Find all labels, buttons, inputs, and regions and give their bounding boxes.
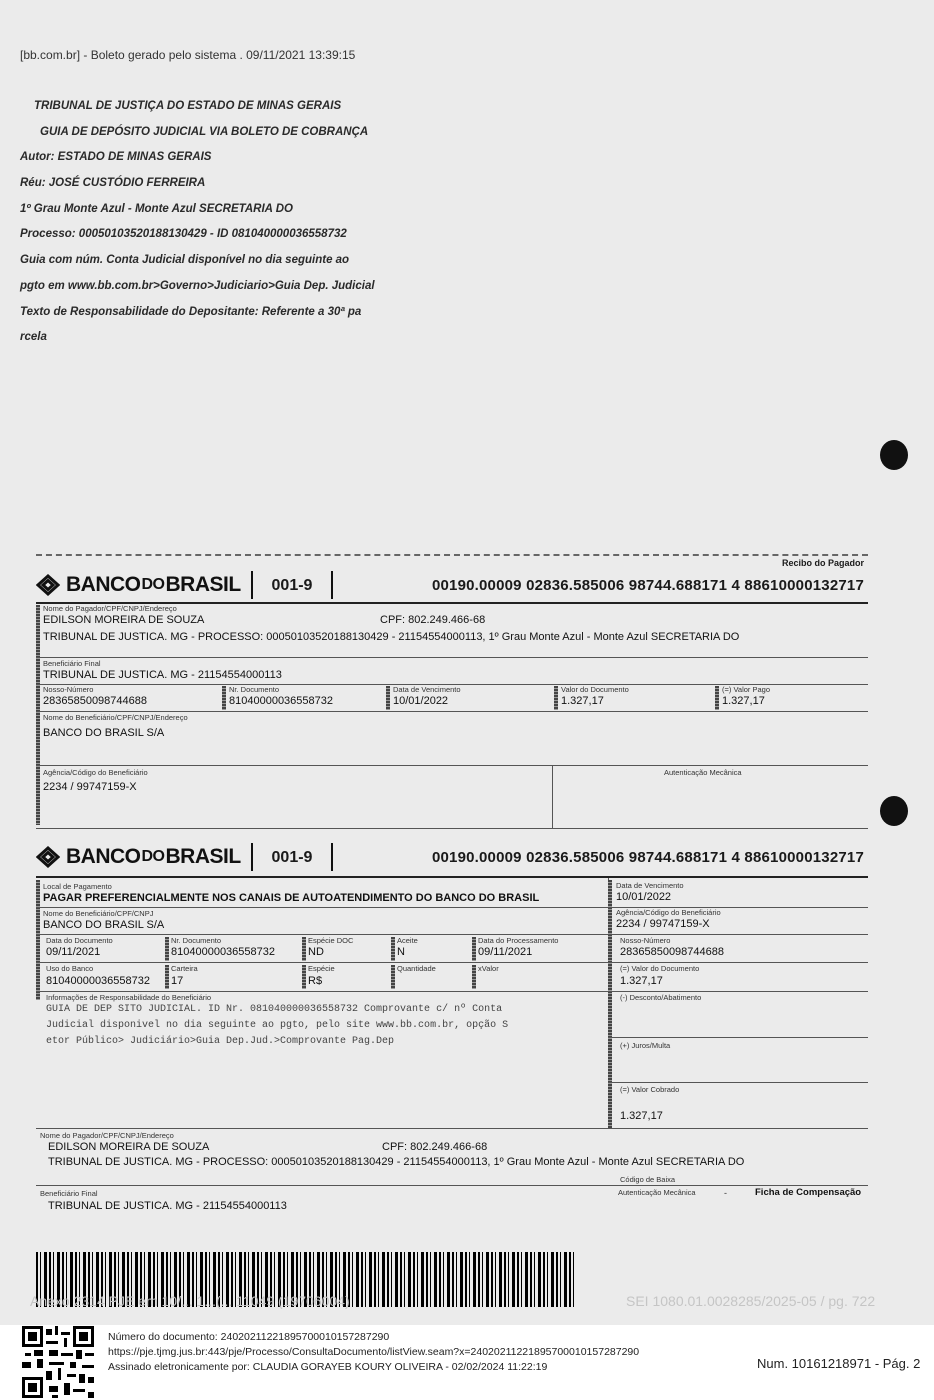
vencimento: 10/01/2022 (616, 891, 672, 903)
deposit-guide-intro (20, 96, 440, 353)
beneficiario-final: TRIBUNAL DE JUSTICA. MG - 21154554000113 (48, 1200, 287, 1212)
nosso-numero-label: Nosso-Número (43, 685, 94, 694)
divider (36, 657, 868, 658)
informacoes-line: etor Público> Judiciário>Guia Dep.Jud.>Comprovante Pag.Dep (46, 1036, 395, 1047)
divider (608, 1037, 868, 1038)
field-marker (165, 965, 169, 989)
pagador-label: Nome do Pagador/CPF/CNPJ/Endereço (40, 1131, 174, 1140)
local-pagamento-label: Local de Pagamento (43, 882, 112, 891)
print-header: [bb.com.br] - Boleto gerado pelo sistema . 09/11/2021 13:39:15 (20, 48, 356, 62)
nr-documento-label: Nr. Documento (229, 685, 280, 694)
bb-logo-icon (36, 574, 60, 596)
beneficiario-final: TRIBUNAL DE JUSTICA. MG - 21154554000113 (43, 669, 282, 681)
linha-digitavel: 00190.00009 02836.585006 98744.688171 4 88610000132717 (431, 849, 864, 866)
valor-documento-label: (=) Valor do Documento (620, 964, 700, 973)
beneficiario: BANCO DO BRASIL S/A (43, 919, 165, 931)
valor-documento: 1.327,17 (561, 695, 604, 707)
pagador-address: TRIBUNAL DE JUSTICA. MG - PROCESSO: 00050103520188130429 - 21154554000113, 1º Grau Monte Azul - Monte Azul SECRETARIA DO (48, 1156, 745, 1168)
uso-banco: 81040000036558732 (46, 975, 151, 987)
divider (36, 1128, 868, 1129)
intro-line: Autor: ESTADO DE MINAS GERAIS (20, 151, 212, 164)
carteira-label: Carteira (171, 964, 198, 973)
footer-signature: Assinado eletronicamente por: CLAUDIA GORAYEB KOURY OLIVEIRA - 02/02/2024 11:22:19 (108, 1361, 548, 1373)
autenticacao-label: Autenticação Mecânica (618, 1188, 696, 1197)
agencia-label: Agência/Código do Beneficiário (43, 768, 148, 777)
agencia-label: Agência/Código do Beneficiário (616, 908, 721, 917)
field-marker (391, 937, 395, 961)
intro-line: Processo: 00050103520188130429 - ID 081040000036558732 (20, 228, 347, 241)
nr-documento-label: Nr. Documento (171, 936, 222, 945)
divider (36, 962, 868, 963)
divider (36, 907, 868, 908)
especie-doc-label: Espécie DOC (308, 936, 354, 945)
local-pagamento: PAGAR PREFERENCIALMENTE NOS CANAIS DE AUTOATENDIMENTO DO BANCO DO BRASIL (43, 892, 540, 904)
ficha-compensacao-label: Ficha de Compensação (755, 1187, 862, 1198)
intro-line: rcela (20, 331, 47, 344)
nosso-numero: 28365850098744688 (620, 946, 725, 958)
informacoes-line: Judicial disponivel no dia seguinte ao pgto, pelo site www.bb.com.br, opção S (46, 1020, 509, 1031)
field-marker (472, 937, 476, 961)
valor-cobrado: 1.327,17 (620, 1110, 663, 1122)
agencia: 2234 / 99747159-X (43, 781, 137, 793)
banco-do-brasil-logo: BANCO DO BRASIL (36, 573, 241, 597)
footer-document-number: Número do documento: 24020211221895700010157287290 (108, 1331, 390, 1343)
vencimento-label: Data de Vencimento (616, 881, 684, 890)
especie-doc: ND (308, 946, 324, 958)
quantidade-label: Quantidade (397, 964, 436, 973)
beneficiario: BANCO DO BRASIL S/A (43, 727, 165, 739)
field-marker (222, 686, 226, 710)
nr-documento: 81040000036558732 (171, 946, 276, 958)
nosso-numero-label: Nosso-Número (620, 936, 671, 945)
pagador-cpf: CPF: 802.249.466-68 (380, 614, 486, 626)
nosso-numero: 28365850098744688 (43, 695, 148, 707)
informacoes-line: GUIA DE DEP SITO JUDICIAL. ID Nr. 081040000036558732 Comprovante c/ nº Conta (46, 1004, 503, 1015)
bank-code: 001-9 (251, 571, 333, 599)
data-processamento-label: Data do Processamento (478, 936, 559, 945)
autenticacao-label: Autenticação Mecânica (664, 768, 742, 777)
valor-pago-label: (=) Valor Pago (722, 685, 771, 694)
field-marker (302, 965, 306, 989)
desconto-label: (-) Desconto/Abatimento (620, 993, 702, 1002)
watermark-left: Anexo 2314 PJE em 10/... 1...(... 11049 (19706004) (30, 1293, 350, 1309)
uso-banco-label: Uso do Banco (46, 964, 94, 973)
beneficiario-label: Nome do Beneficiário/CPF/CNPJ (43, 909, 154, 918)
intro-line: 1º Grau Monte Azul - Monte Azul SECRETARIA DO (20, 202, 293, 215)
intro-line: Réu: JOSÉ CUSTÓDIO FERREIRA (20, 177, 206, 190)
xvalor-label: xValor (478, 964, 499, 973)
divider (608, 1082, 868, 1083)
document-footer (108, 1330, 639, 1375)
pagador-address: TRIBUNAL DE JUSTICA. MG - PROCESSO: 00050103520188130429 - 21154554000113, 1º Grau Monte Azul - Monte Azul SECRETARIA DO (43, 631, 740, 643)
footer-url: https://pje.tjmg.jus.br:443/pje/Processo/ConsultaDocumento/listView.seam?x=24020211221895700010157287290 (108, 1346, 640, 1358)
field-marker (472, 965, 476, 989)
intro-line: TRIBUNAL DE JUSTIÇA DO ESTADO DE MINAS GERAIS (34, 100, 342, 112)
valor-cobrado-label: (=) Valor Cobrado (620, 1085, 680, 1094)
field-marker (165, 937, 169, 961)
data-processamento: 09/11/2021 (478, 946, 533, 958)
pagador-label: Nome do Pagador/CPF/CNPJ/Endereço (43, 604, 177, 613)
banco-do-brasil-logo: BANCO DO BRASIL (36, 845, 241, 869)
codigo-baixa-label: Código de Baixa (620, 1175, 676, 1184)
divider (36, 711, 868, 712)
field-marker (36, 880, 40, 1000)
data-documento: 09/11/2021 (46, 946, 101, 958)
beneficiario-final-label: Beneficiário Final (40, 1189, 98, 1198)
divider (552, 766, 553, 828)
juros-label: (+) Juros/Multa (620, 1041, 671, 1050)
divider (36, 934, 868, 935)
recibo-title: Recibo do Pagador (781, 558, 864, 568)
pagador-cpf: CPF: 802.249.466-68 (382, 1141, 488, 1153)
especie: R$ (308, 975, 323, 987)
header-rule (36, 876, 868, 878)
data-documento-label: Data do Documento (46, 936, 113, 945)
dash: - (724, 1188, 727, 1198)
bb-logo-icon (36, 846, 60, 868)
aceite-label: Aceite (397, 936, 418, 945)
divider (36, 828, 868, 829)
beneficiario-final-label: Beneficiário Final (43, 659, 101, 668)
field-marker (36, 605, 40, 825)
vencimento: 10/01/2022 (393, 695, 449, 707)
intro-line: pgto em www.bb.com.br>Governo>Judiciario>Guia Dep. Judicial (20, 279, 375, 292)
field-marker (386, 686, 390, 710)
intro-line: Guia com núm. Conta Judicial disponível no dia seguinte ao (20, 254, 350, 267)
informacoes-label: Informações de Responsabilidade do Beneficiário (46, 993, 212, 1002)
nr-documento: 81040000036558732 (229, 695, 334, 707)
divider (36, 991, 608, 992)
divider (608, 991, 868, 992)
page-number: Num. 10161218971 - Pág. 2 (757, 1356, 921, 1371)
field-marker (554, 686, 558, 710)
bank-header (36, 571, 868, 601)
qr-code-icon (22, 1326, 94, 1398)
vencimento-label: Data de Vencimento (393, 685, 461, 694)
agencia: 2234 / 99747159-X (616, 918, 710, 930)
linha-digitavel: 00190.00009 02836.585006 98744.688171 4 88610000132717 (431, 577, 864, 594)
especie-label: Espécie (308, 964, 335, 973)
punch-hole-icon (880, 796, 908, 826)
valor-documento: 1.327,17 (620, 975, 663, 987)
divider (36, 765, 868, 766)
intro-line: GUIA DE DEPÓSITO JUDICIAL VIA BOLETO DE COBRANÇA (40, 125, 369, 138)
valor-pago: 1.327,17 (722, 695, 765, 707)
punch-hole-icon (880, 440, 908, 470)
bank-header (36, 843, 868, 873)
divider (36, 1185, 868, 1186)
pagador-name: EDILSON MOREIRA DE SOUZA (43, 614, 205, 626)
beneficiario-label: Nome do Beneficiário/CPF/CNPJ/Endereço (43, 713, 188, 722)
carteira: 17 (171, 975, 184, 987)
valor-documento-label: Valor do Documento (561, 685, 629, 694)
aceite: N (397, 946, 405, 958)
cut-line (36, 554, 868, 556)
pagador-name: EDILSON MOREIRA DE SOUZA (48, 1141, 210, 1153)
field-marker (391, 965, 395, 989)
bank-code: 001-9 (251, 843, 333, 871)
field-marker (715, 686, 719, 710)
watermark-right: SEI 1080.01.0028285/2025-05 / pg. 722 (626, 1293, 876, 1309)
intro-line: Texto de Responsabilidade do Depositante: Referente a 30ª pa (20, 305, 362, 318)
field-marker (608, 880, 612, 1128)
field-marker (302, 937, 306, 961)
